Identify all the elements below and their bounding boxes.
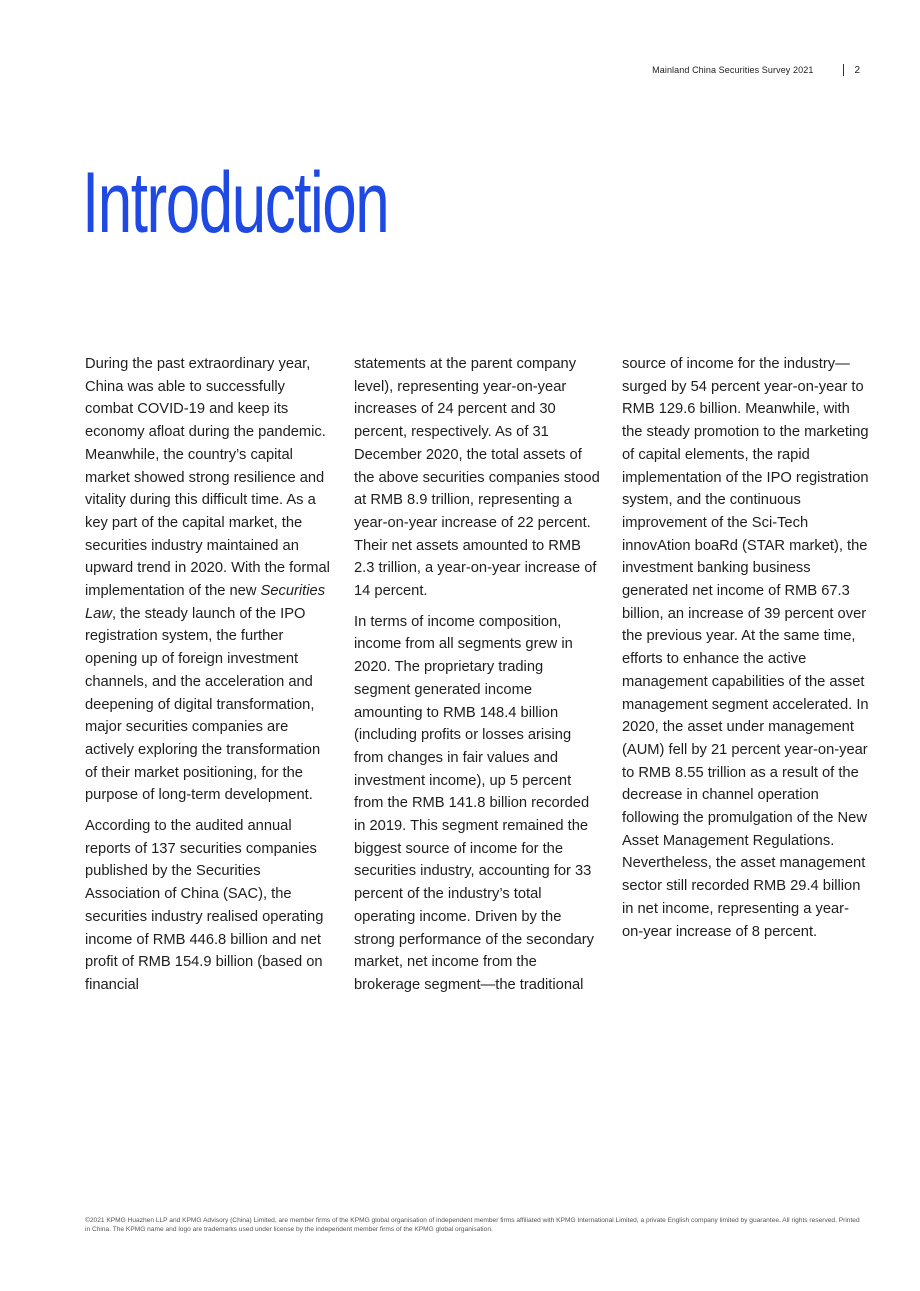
copyright-footer: ©2021 KPMG Huazhen LLP and KPMG Advisory (China) Limited, are member firms of the KPMG global organisation of independent member firms affiliated with KPMG International Limited, a private English company limited by guarantee. All rights reserved. Printed in China. The KPMG name and logo are trademarks used under license by the independent member firms of the KPMG global organisation. [85, 1217, 860, 1233]
paragraph-text: , the steady launch of the IPO registration system, the further opening up of foreign investment channels, and the acceleration and deepening of digital transformation, major securities companies are actively exploring the transformation of their market positioning, for the purpose of long-term development. [85, 605, 321, 804]
page-header [652, 64, 860, 76]
paragraph: In terms of income composition, income from all segments grew in 2020. The proprietary trading segment generated income amounting to RMB 148.4 billion (including profits or losses arising from changes in fair values and investment income), up 5 percent from the RMB 141.8 billion recorded in 2019. This segment remained the biggest source of income for the securities industry, accounting for 33 percent of the industry’s total operating income. Driven by the strong performance of the secondary market, net income from the brokerage segment—the traditional [354, 613, 595, 993]
survey-title: Mainland China Securities Survey 2021 [652, 65, 814, 75]
paragraph [85, 353, 333, 807]
paragraph: source of income for the industry—surged by 54 percent year-on-year to RMB 129.6 billion. Meanwhile, with the steady promotion to the marketing of capital elements, the rapid implementation of the IPO registration system, and the continuous improvement of the Sci-Tech innovAtion boaRd (STAR market), the investment banking business generated net income of RMB 67.3 billion, an increase of 39 percent over the previous year. At the same time, efforts to enhance the active management capabilities of the asset management segment accelerated. In 2020, the asset under management (AUM) fell by 21 percent year-on-year to RMB 8.55 trillion as a result of the decrease in channel operation following the promulgation of the New Asset Management Regulations. Nevertheless, the asset management sector still recorded RMB 29.4 billion in net income, representing a year-on-year increase of 8 percent. [622, 356, 869, 940]
text-column-1 [85, 353, 333, 1005]
paragraph: statements at the parent company level), representing year-on-year increases of 24 percent and 30 percent, respectively. As of 31 December 2020, the total assets of the above securities companies stood at RMB 8.9 trillion, representing a year-on-year increase of 22 percent. Their net assets amounted to RMB 2.3 trillion, a year-on-year increase of 14 percent. [354, 356, 600, 600]
text-column-3 [622, 353, 870, 951]
header-divider [843, 64, 844, 76]
italic-law-title: Securities Law [85, 583, 326, 622]
page-title: Introduction [82, 155, 389, 251]
paragraph: According to the audited annual reports of 137 securities companies published by the Securities Association of China (SAC), the securities industry realised operating income of RMB 446.8 billion and net profit of RMB 154.9 billion (based on financial [85, 818, 324, 993]
page-number: 2 [854, 64, 860, 76]
text-column-2 [354, 353, 602, 1005]
paragraph-text: During the past extraordinary year, China was able to successfully combat COVID-19 and keep its economy afloat during the pandemic. Meanwhile, the country’s capital market showed strong resilience and vitality during this difficult time. As a key part of the capital market, the securities industry maintained an upward trend in 2020. With the formal implementation of the new [85, 356, 330, 600]
